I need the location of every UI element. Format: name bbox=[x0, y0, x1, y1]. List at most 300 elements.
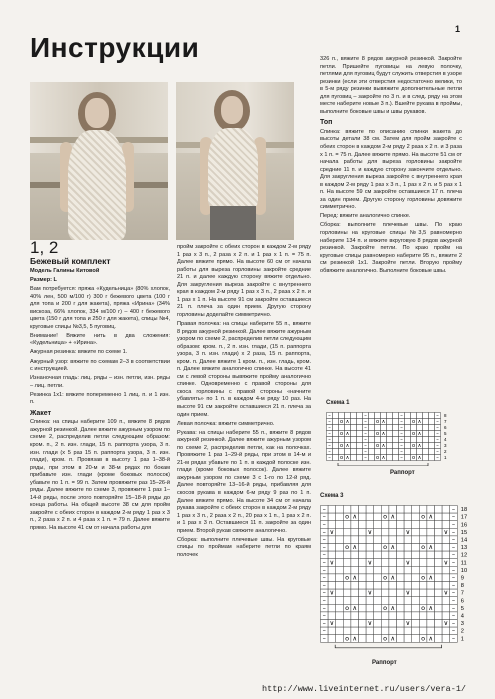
chart-cell bbox=[366, 604, 374, 612]
chart-cell bbox=[336, 627, 344, 635]
chart-cell bbox=[336, 574, 344, 582]
chart-cell bbox=[404, 566, 412, 574]
chart-cell bbox=[351, 551, 359, 559]
chart-cell bbox=[429, 455, 435, 461]
stitch-symbol: – bbox=[322, 573, 326, 582]
chart-cell bbox=[419, 620, 427, 628]
chart-cell bbox=[359, 551, 367, 559]
stitch-symbol: – bbox=[322, 550, 326, 559]
chart-cell bbox=[336, 559, 344, 567]
stitch-symbol: – bbox=[364, 424, 367, 431]
chart-cell bbox=[351, 612, 359, 620]
stitch-symbol: – bbox=[451, 512, 456, 521]
stitch-symbol: – bbox=[400, 436, 403, 443]
stitch-symbol: o bbox=[411, 430, 416, 437]
chart-cell bbox=[359, 620, 367, 628]
stitch-symbol: o bbox=[421, 512, 426, 521]
chart-cell bbox=[404, 574, 412, 582]
stitch-symbol: ∧ bbox=[352, 603, 358, 612]
scheme-3-row-number: 2 bbox=[460, 628, 464, 635]
stitch-symbol: o bbox=[345, 603, 350, 612]
chart-cell bbox=[336, 582, 344, 590]
chart-cell bbox=[417, 437, 423, 443]
reverse-stockinette-paragraph: Изнаночная гладь: лиц. ряды – изн. петли, изн. ряды – лиц. петли. bbox=[30, 375, 170, 389]
chart-cell bbox=[351, 437, 357, 443]
chart-cell bbox=[427, 528, 435, 536]
chart-cell bbox=[397, 604, 405, 612]
chart-cell bbox=[374, 566, 382, 574]
scheme-1-row-number: 5 bbox=[444, 430, 447, 436]
chart-cell bbox=[359, 566, 367, 574]
stitch-symbol: ∧ bbox=[390, 512, 396, 521]
stitch-symbol: o bbox=[339, 442, 344, 449]
chart-cell bbox=[419, 589, 427, 597]
chart-cell bbox=[429, 419, 435, 425]
chart-cell bbox=[393, 449, 399, 455]
stitch-symbol: ∧ bbox=[345, 418, 350, 425]
stitch-symbol: ∧ bbox=[345, 430, 350, 437]
stitch-symbol: ∨ bbox=[443, 558, 449, 567]
stitch-symbol: – bbox=[328, 430, 331, 437]
stitch-symbol: ∨ bbox=[367, 619, 373, 628]
chart-cell bbox=[435, 604, 443, 612]
top-heading: Топ bbox=[320, 119, 333, 127]
chart-cell bbox=[351, 419, 357, 425]
chart-cell bbox=[339, 413, 345, 419]
stitch-symbol: – bbox=[322, 512, 326, 521]
jacket-assembly-paragraph: Сборка: выполните плечевые швы. На круговые спицы по проймам наберите петли по краям полочек bbox=[177, 536, 311, 558]
chart-cell bbox=[381, 437, 387, 443]
chart-cell bbox=[375, 425, 381, 431]
chart-cell bbox=[351, 413, 357, 419]
chart-cell bbox=[374, 506, 382, 514]
chart-cell bbox=[412, 620, 420, 628]
stitch-symbol: – bbox=[400, 412, 403, 419]
chart-cell bbox=[397, 612, 405, 620]
chart-cell bbox=[381, 551, 389, 559]
stitch-symbol: – bbox=[436, 430, 439, 437]
page-number: 1 bbox=[455, 24, 461, 34]
chart-cell bbox=[366, 635, 374, 643]
chart-cell bbox=[366, 566, 374, 574]
stitch-symbol: – bbox=[451, 527, 456, 536]
chart-cell bbox=[333, 455, 339, 461]
scheme-3-row-number: 9 bbox=[460, 575, 464, 582]
chart-cell bbox=[381, 413, 387, 419]
scheme-3-row-number: 13 bbox=[460, 545, 468, 552]
stitch-symbol: ∨ bbox=[405, 619, 411, 628]
top-assembly-paragraph: Сборка: выполните плечевые швы. По краю горловины на круговые спицы №3,5 равномерно наберите 134 п. и вяжите вкруговую 8 рядов ажурной резинкой. Закройте петли. По краю пройм на круговые спицы равномерно наберите 95 п., вяжите 2 см резинкой 1х1. Закройте петли. Вторую пройму обвяжите аналогично. Выполните боковые швы. bbox=[320, 222, 462, 274]
stitch-symbol: – bbox=[436, 418, 439, 425]
stitch-symbol: – bbox=[328, 412, 331, 419]
chart-cell bbox=[412, 513, 420, 521]
chart-cell bbox=[351, 589, 359, 597]
chart-cell bbox=[359, 635, 367, 643]
stitch-symbol: ∧ bbox=[428, 603, 434, 612]
chart-cell bbox=[343, 521, 351, 529]
assembly-continued: 326 п., вяжите 8 рядов ажурной резинкой. Закройте петли. Пришейте пуговицы на левую полочку, петлями для пуговиц будут служить отверстия в узоре резинки (если эти отверстия недостаточно велики, то в 5-м ряду резинки вывяжите дополнительные петли для пуговиц – закройте по 3 п. и в след. ряду на этом месте наберите новые 3 п.). Вшейте рукава в проймы, выполните боковые швы и швы рукавов. bbox=[320, 56, 462, 115]
model-photo-front bbox=[30, 82, 168, 240]
chart-cell bbox=[397, 544, 405, 552]
stitch-symbol: o bbox=[383, 603, 388, 612]
chart-cell bbox=[397, 589, 405, 597]
scheme-3-row-number: 10 bbox=[460, 567, 468, 574]
chart-cell bbox=[351, 443, 357, 449]
stitch-symbol: ∨ bbox=[329, 619, 335, 628]
stitch-symbol: ∧ bbox=[428, 634, 434, 643]
chart-cell bbox=[397, 597, 405, 605]
chart-cell bbox=[412, 582, 420, 590]
chart-cell bbox=[369, 413, 375, 419]
scheme-3-rapport-label: Раппорт bbox=[372, 660, 397, 666]
chart-cell bbox=[435, 513, 443, 521]
model-number: 1, 2 bbox=[30, 238, 59, 257]
chart-cell bbox=[343, 582, 351, 590]
jacket-back-paragraph: Спинка: на спицы наберите 109 п., вяжите 8 рядов ажурной резинкой. Далее вяжите ажурным узором по схеме 2, распределив петли следующим образом: кром. п., 2 п. изн. глади, 15 п. раппорта узора, 3 п. изн. глади (х 5 раз 15 п. раппорта узора, 3 п. изн. глади), кром. п. Провязав в высоту 1 раз 1–38-й ряды, при этом в 20-м и 38-м рядах по бокам прибавьте изн. глади (кроме боковых полосок) убавьте по 1 п. = 99 п. Затем провяжите раз 15–26-й ряды. Далее вяжите по схеме 3, провяжите 1 раз 1–14-й ряды, после этого повторяйте 15–18-й ряды до конца работы. На общей высоте 38 см для пройм закройте с обеих сторон в каждом 2-м ряду 1 раз х 3 п., 2 раза х 2 п. и 4 раза х 1 п. = 79 п. Далее вяжите прямо. На высоте 41 см от начала работы для bbox=[30, 419, 170, 531]
chart-cell bbox=[442, 635, 450, 643]
chart-cell bbox=[374, 635, 382, 643]
chart-cell bbox=[357, 455, 363, 461]
chart-cell bbox=[397, 521, 405, 529]
stitch-symbol: ∧ bbox=[428, 543, 434, 552]
stitch-symbol: ∨ bbox=[405, 558, 411, 567]
stitch-symbol: o bbox=[339, 430, 344, 437]
stitch-symbol: o bbox=[383, 512, 388, 521]
chart-cell bbox=[393, 425, 399, 431]
chart-cell bbox=[366, 536, 374, 544]
chart-cell bbox=[427, 551, 435, 559]
stitch-symbol: – bbox=[322, 588, 326, 597]
chart-cell bbox=[423, 449, 429, 455]
scheme-1-row-number: 3 bbox=[444, 442, 447, 448]
scheme-1-row-number: 7 bbox=[444, 418, 447, 424]
stitch-symbol: ∧ bbox=[381, 430, 386, 437]
stitch-symbol: ∧ bbox=[417, 418, 422, 425]
chart-cell bbox=[404, 513, 412, 521]
chart-cell bbox=[412, 536, 420, 544]
chart-cell bbox=[336, 521, 344, 529]
chart-cell bbox=[366, 544, 374, 552]
chart-cell bbox=[333, 413, 339, 419]
chart-cell bbox=[351, 425, 357, 431]
stitch-symbol: o bbox=[345, 634, 350, 643]
model-name: Бежевый комплект bbox=[30, 256, 111, 266]
stitch-symbol: o bbox=[421, 603, 426, 612]
chart-cell bbox=[389, 521, 397, 529]
chart-cell bbox=[435, 559, 443, 567]
right-front-paragraph: Правая полочка: на спицы наберите 55 п., вяжите 8 рядов ажурной резинкой. Далее вяжите ажурным узором по схеме 2, распределив петли следующим образом: кром. п., 2 п. изн. глади, (15 п. раппорта узора, 3 п. изн. глади) х 2 раза, 15 п. раппорта, кром. п. Далее вяжите 1 кром. п., изн. гладь, кром. п. Далее вяжите аналогично спинке. На высоте 41 см с левой стороны вывяжите пройму аналогично спинке. Одновременно с правой стороны для скоса горловины с правой стороны «начните убавлять» по 1 п. в каждом 4-м ряду 10 раз. На высоте 91 см закройте оставшиеся 21 п. плеча за один прием. bbox=[177, 320, 311, 418]
chart-cell bbox=[359, 521, 367, 529]
stitch-symbol: ∧ bbox=[428, 573, 434, 582]
stitch-symbol: – bbox=[322, 611, 326, 620]
stitch-symbol: ∨ bbox=[405, 588, 411, 597]
stitch-symbol: ∧ bbox=[352, 634, 358, 643]
stitch-symbol: – bbox=[364, 442, 367, 449]
stitch-symbol: ∨ bbox=[367, 527, 373, 536]
chart-cell bbox=[427, 521, 435, 529]
chart-cell bbox=[351, 449, 357, 455]
chart-cell bbox=[357, 437, 363, 443]
chart-cell bbox=[405, 455, 411, 461]
stitch-symbol: – bbox=[328, 448, 331, 455]
stitch-symbol: ∧ bbox=[352, 573, 358, 582]
chart-cell bbox=[333, 443, 339, 449]
chart-cell bbox=[328, 635, 336, 643]
chart-cell bbox=[357, 449, 363, 455]
scheme-3-row-number: 8 bbox=[460, 583, 464, 590]
stitch-symbol: o bbox=[345, 512, 350, 521]
stitch-symbol: – bbox=[328, 418, 331, 425]
stitch-symbol: – bbox=[322, 634, 326, 643]
stitch-symbol: ∨ bbox=[329, 588, 335, 597]
chart-cell bbox=[412, 612, 420, 620]
chart-cell bbox=[374, 604, 382, 612]
chart-cell bbox=[405, 443, 411, 449]
scheme-1-rapport-label: Раппорт bbox=[390, 470, 415, 476]
chart-cell bbox=[412, 521, 420, 529]
openwork-pattern-paragraph: Ажурный узор: вяжите по схемам 2–3 в соответствии с инструкцией. bbox=[30, 358, 170, 373]
stitch-symbol: ∧ bbox=[390, 603, 396, 612]
stitch-symbol: o bbox=[375, 430, 380, 437]
chart-cell bbox=[419, 612, 427, 620]
chart-cell bbox=[336, 635, 344, 643]
chart-cell bbox=[381, 620, 389, 628]
chart-cell bbox=[411, 437, 417, 443]
chart-cell bbox=[412, 528, 420, 536]
chart-cell bbox=[411, 425, 417, 431]
stitch-symbol: – bbox=[451, 603, 456, 612]
chart-cell bbox=[393, 443, 399, 449]
chart-cell bbox=[412, 604, 420, 612]
stitch-symbol: ∧ bbox=[345, 442, 350, 449]
chart-cell bbox=[381, 582, 389, 590]
chart-cell bbox=[435, 521, 443, 529]
stitch-symbol: – bbox=[451, 581, 456, 590]
chart-cell bbox=[397, 620, 405, 628]
chart-cell bbox=[359, 506, 367, 514]
scheme-1-row-number: 4 bbox=[444, 436, 447, 442]
chart-cell bbox=[397, 566, 405, 574]
stitch-symbol: – bbox=[322, 581, 326, 590]
stitch-symbol: ∧ bbox=[390, 573, 396, 582]
chart-cell bbox=[357, 419, 363, 425]
stitch-symbol: o bbox=[345, 573, 350, 582]
chart-cell bbox=[381, 612, 389, 620]
chart-cell bbox=[389, 528, 397, 536]
scheme-1-row-number: 6 bbox=[444, 424, 447, 430]
column-3 bbox=[320, 56, 462, 277]
source-watermark: http://www.liveinternet.ru/users/vera-1/ bbox=[262, 684, 467, 694]
scheme-3-row-number: 4 bbox=[460, 613, 464, 620]
chart-cell bbox=[369, 437, 375, 443]
chart-cell bbox=[393, 413, 399, 419]
page-title: Инструкции bbox=[30, 32, 200, 63]
chart-cell bbox=[404, 627, 412, 635]
chart-cell bbox=[389, 620, 397, 628]
chart-cell bbox=[375, 437, 381, 443]
stitch-symbol: o bbox=[345, 543, 350, 552]
chart-cell bbox=[333, 431, 339, 437]
chart-cell bbox=[435, 574, 443, 582]
stitch-symbol: – bbox=[451, 550, 456, 559]
chart-cell bbox=[328, 627, 336, 635]
scheme3-cells bbox=[321, 505, 458, 642]
chart-cell bbox=[351, 455, 357, 461]
stitch-symbol: – bbox=[400, 454, 403, 461]
chart-cell bbox=[419, 528, 427, 536]
chart-cell bbox=[387, 449, 393, 455]
chart-cell bbox=[397, 627, 405, 635]
chart-cell bbox=[429, 425, 435, 431]
chart-cell bbox=[387, 455, 393, 461]
chart-cell bbox=[411, 413, 417, 419]
stitch-symbol: ∧ bbox=[417, 442, 422, 449]
chart-cell bbox=[429, 413, 435, 419]
chart-cell bbox=[381, 559, 389, 567]
stitch-symbol: ∧ bbox=[352, 543, 358, 552]
stitch-symbol: ∧ bbox=[381, 442, 386, 449]
scheme1-rapport-bracket bbox=[338, 463, 428, 466]
chart-cell bbox=[369, 431, 375, 437]
stitch-symbol: – bbox=[364, 412, 367, 419]
chart-cell bbox=[336, 620, 344, 628]
chart-cell bbox=[328, 513, 336, 521]
scheme-1-label: Схема 1 bbox=[326, 400, 350, 406]
chart-cell bbox=[404, 604, 412, 612]
chart-cell bbox=[442, 597, 450, 605]
chart-cell bbox=[351, 559, 359, 567]
stitch-symbol: – bbox=[322, 565, 326, 574]
chart-cell bbox=[374, 574, 382, 582]
chart-cell bbox=[404, 506, 412, 514]
stitch-symbol: o bbox=[421, 573, 426, 582]
stitch-symbol: – bbox=[436, 448, 439, 455]
chart-cell bbox=[366, 597, 374, 605]
chart-cell bbox=[397, 582, 405, 590]
chart-cell bbox=[374, 513, 382, 521]
stitch-symbol: – bbox=[322, 626, 326, 635]
chart-cell bbox=[339, 449, 345, 455]
chart-cell bbox=[435, 620, 443, 628]
chart-cell bbox=[423, 419, 429, 425]
stitch-symbol: o bbox=[383, 573, 388, 582]
stitch-symbol: ∧ bbox=[390, 634, 396, 643]
chart-cell bbox=[359, 574, 367, 582]
stitch-symbol: – bbox=[451, 588, 456, 597]
chart-cell bbox=[412, 544, 420, 552]
chart-cell bbox=[412, 627, 420, 635]
chart-cell bbox=[369, 443, 375, 449]
stitch-symbol: ∧ bbox=[428, 512, 434, 521]
chart-cell bbox=[423, 425, 429, 431]
stitch-symbol: – bbox=[451, 558, 456, 567]
scheme-3-row-number: 3 bbox=[460, 621, 464, 628]
chart-cell bbox=[345, 437, 351, 443]
chart-cell bbox=[397, 551, 405, 559]
stitch-symbol: – bbox=[328, 442, 331, 449]
chart-cell bbox=[397, 559, 405, 567]
chart-cell bbox=[405, 431, 411, 437]
stitch-symbol: ∨ bbox=[367, 558, 373, 567]
chart-cell bbox=[357, 413, 363, 419]
stitch-symbol: – bbox=[364, 430, 367, 437]
chart-cell bbox=[336, 513, 344, 521]
left-front-paragraph: Левая полочка: вяжите симметрично. bbox=[177, 420, 275, 427]
stitch-symbol: – bbox=[451, 505, 456, 514]
chart-cell bbox=[442, 506, 450, 514]
stitch-symbol: o bbox=[375, 454, 380, 461]
chart-cell bbox=[435, 551, 443, 559]
chart-cell bbox=[435, 589, 443, 597]
chart-cell bbox=[393, 437, 399, 443]
scheme-1-chart bbox=[326, 412, 471, 466]
chart-cell bbox=[359, 597, 367, 605]
chart-cell bbox=[328, 566, 336, 574]
chart-cell bbox=[442, 513, 450, 521]
chart-cell bbox=[351, 431, 357, 437]
chart-cell bbox=[442, 536, 450, 544]
stitch-symbol: ∧ bbox=[390, 543, 396, 552]
chart-cell bbox=[359, 559, 367, 567]
chart-cell bbox=[435, 506, 443, 514]
chart-cell bbox=[336, 544, 344, 552]
stitch-symbol: ∨ bbox=[367, 588, 373, 597]
chart-cell bbox=[393, 431, 399, 437]
chart-cell bbox=[389, 589, 397, 597]
stitch-symbol: ∨ bbox=[329, 527, 335, 536]
stitch-symbol: – bbox=[451, 626, 456, 635]
chart-cell bbox=[345, 425, 351, 431]
stitch-symbol: – bbox=[364, 436, 367, 443]
model-photo-top bbox=[176, 82, 294, 240]
chart-cell bbox=[381, 425, 387, 431]
chart-cell bbox=[442, 574, 450, 582]
chart-cell bbox=[374, 521, 382, 529]
chart-cell bbox=[389, 551, 397, 559]
column-2 bbox=[177, 244, 311, 561]
chart-cell bbox=[389, 582, 397, 590]
chart-cell bbox=[419, 582, 427, 590]
chart-cell bbox=[336, 612, 344, 620]
chart-cell bbox=[343, 551, 351, 559]
chart-cell bbox=[381, 449, 387, 455]
chart-cell bbox=[419, 559, 427, 567]
scheme-3-row-number: 7 bbox=[460, 590, 464, 597]
chart-cell bbox=[442, 627, 450, 635]
chart-cell bbox=[427, 582, 435, 590]
stitch-symbol: ∨ bbox=[443, 527, 449, 536]
chart-cell bbox=[404, 536, 412, 544]
stitch-symbol: – bbox=[436, 454, 439, 461]
chart-cell bbox=[387, 425, 393, 431]
chart-cell bbox=[351, 528, 359, 536]
chart-cell bbox=[404, 635, 412, 643]
chart-cell bbox=[359, 528, 367, 536]
chart-cell bbox=[417, 449, 423, 455]
chart-cell bbox=[412, 635, 420, 643]
scheme-3-row-number: 11 bbox=[460, 560, 467, 567]
stitch-symbol: o bbox=[339, 454, 344, 461]
chart-cell bbox=[359, 536, 367, 544]
scheme-3-label: Схема 3 bbox=[320, 493, 344, 499]
chart-cell bbox=[412, 551, 420, 559]
chart-cell bbox=[328, 604, 336, 612]
chart-cell bbox=[336, 604, 344, 612]
chart-cell bbox=[336, 566, 344, 574]
stitch-symbol: o bbox=[375, 418, 380, 425]
chart-cell bbox=[435, 635, 443, 643]
jacket-back-continued: пройм закройте с обеих сторон в каждом 2-м ряду 1 раз х 3 п., 2 раза х 2 п. и 1 раз х 1 п. = 75 п. Далее вяжите прямо. На высоте 60 см от начала работы для выреза горловины закройте средние 21 п. и далее каждую сторону вяжите отдельно. Для закругления выреза закройте с внутреннего края в каждом 2-м ряду 1 раз х 3 п., 2 раза х 2 п. и 1 раз х 1 п. На высоте 91 см закройте оставшиеся 21 п. плеча за один прием. Другую сторону горловины доделайте симметрично. bbox=[177, 244, 311, 318]
